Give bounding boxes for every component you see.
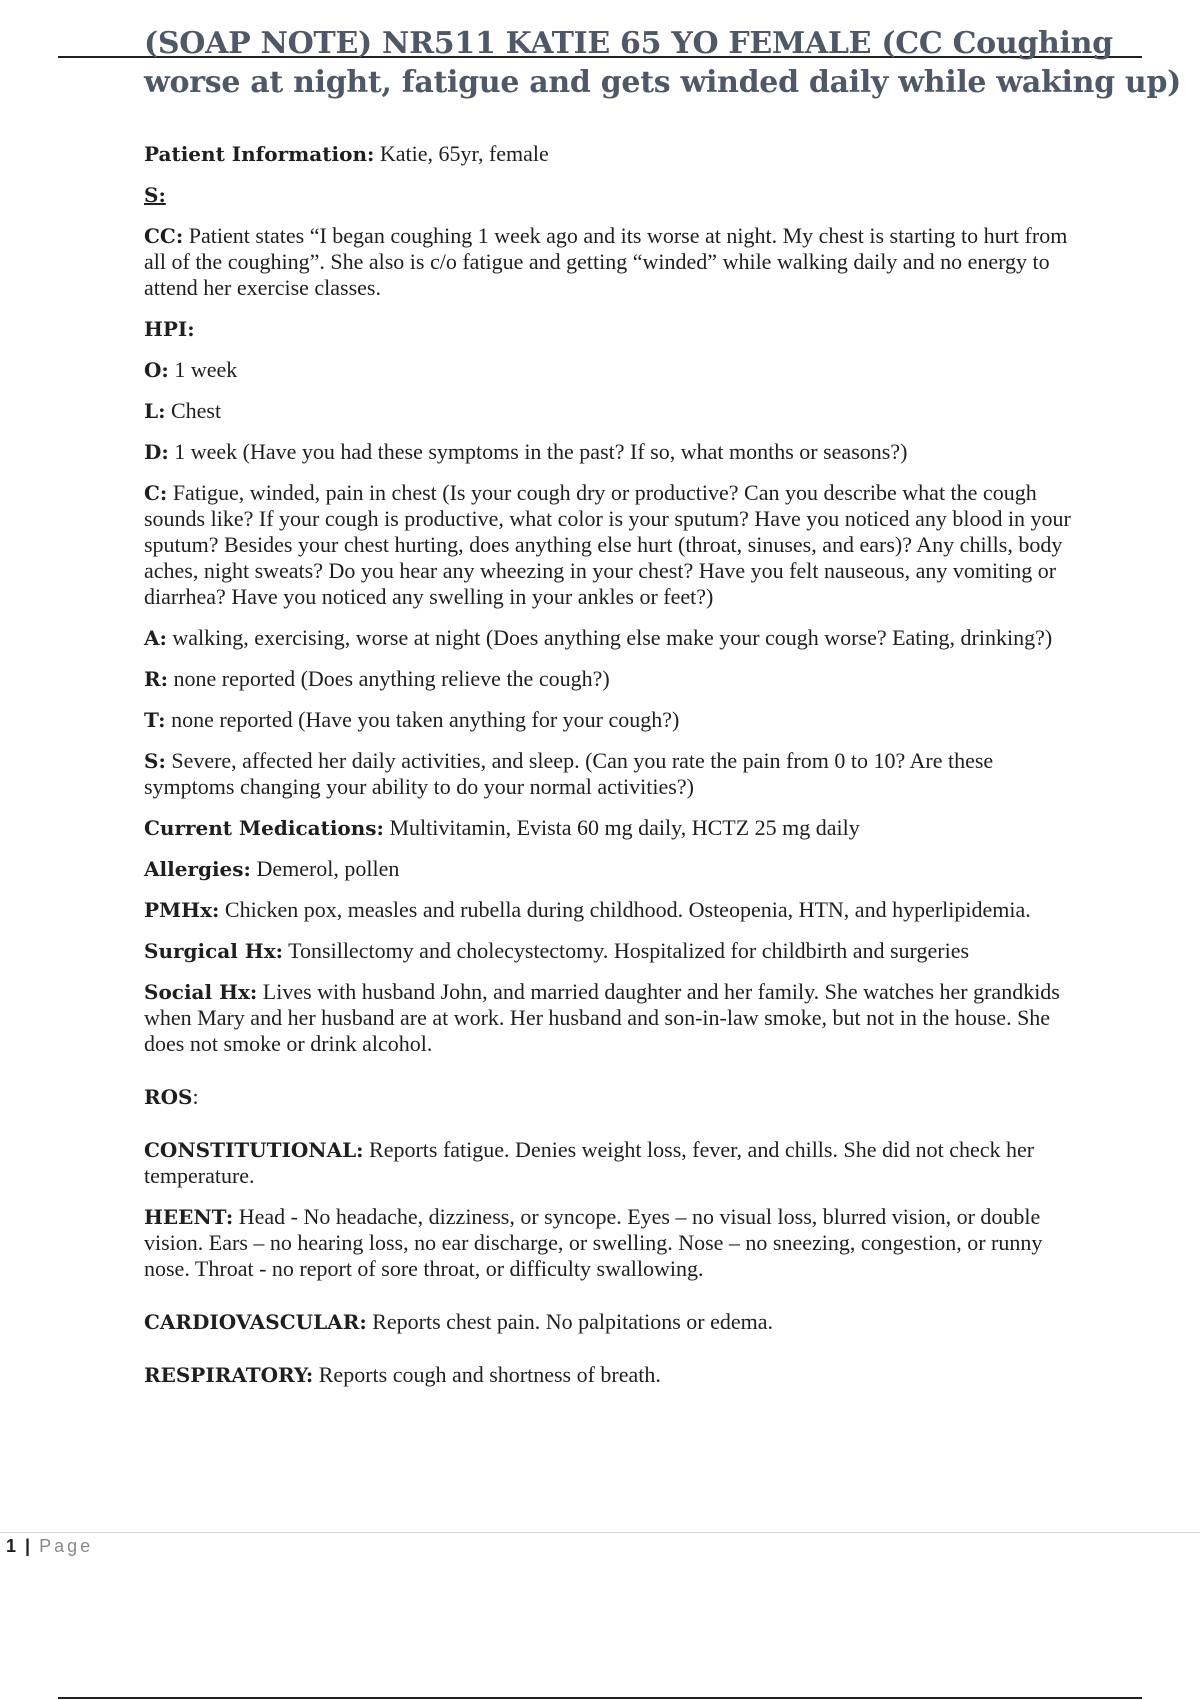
field-label: T: bbox=[144, 708, 166, 732]
field-cardiovascular bbox=[144, 1309, 1089, 1335]
field-text: Chicken pox, measles and rubella during childhood. Osteopenia, HTN, and hyperlipidemia. bbox=[224, 897, 1031, 922]
field-ros bbox=[144, 1084, 1089, 1110]
field-label: PMHx: bbox=[144, 898, 220, 922]
page-footer bbox=[6, 1536, 93, 1557]
field-label: CARDIOVASCULAR: bbox=[144, 1310, 367, 1334]
field-label: Patient Information: bbox=[144, 142, 375, 166]
field-hpi-character bbox=[144, 480, 1089, 610]
footer-rule bbox=[0, 1532, 1200, 1533]
section-heading-subjective: S: bbox=[144, 183, 166, 207]
field-social-hx bbox=[144, 979, 1089, 1057]
field-text: Reports fatigue. Denies weight loss, fever, and chills. She did not check her temperature. bbox=[144, 1137, 1035, 1188]
page-word: Page bbox=[39, 1536, 94, 1556]
field-pmhx bbox=[144, 897, 1089, 923]
field-text: Reports chest pain. No palpitations or edema. bbox=[372, 1309, 773, 1334]
field-s-heading bbox=[144, 182, 1089, 208]
field-constitutional bbox=[144, 1137, 1089, 1189]
field-text: Patient states “I began coughing 1 week ago and its worse at night. My chest is starting to hurt from all of the coughing”. She also is c/o fatigue and getting “winded” while walking daily and no energy to attend her exercise classes. bbox=[144, 223, 1068, 300]
section-heading-hpi: HPI: bbox=[144, 317, 195, 341]
field-label: HEENT: bbox=[144, 1205, 234, 1229]
field-respiratory bbox=[144, 1362, 1089, 1388]
field-patient-information bbox=[144, 141, 1089, 167]
field-text: Tonsillectomy and cholecystectomy. Hospitalized for childbirth and surgeries bbox=[288, 938, 970, 963]
field-hpi-treatment bbox=[144, 707, 1089, 733]
field-text: Head - No headache, dizziness, or syncope. Eyes – no visual loss, blurred vision, or double vision. Ears – no hearing loss, no ear discharge, or swelling. Nose – no sneezing, congestion, or runny nose. Throat - no report of sore throat, or difficulty swallowing. bbox=[144, 1204, 1043, 1281]
field-label: S: bbox=[144, 749, 166, 773]
field-label: C: bbox=[144, 481, 168, 505]
field-label: Social Hx: bbox=[144, 980, 258, 1004]
field-label: Allergies: bbox=[144, 857, 251, 881]
field-label: CONSTITUTIONAL: bbox=[144, 1138, 364, 1162]
field-hpi-duration bbox=[144, 439, 1089, 465]
field-surgical-hx bbox=[144, 938, 1089, 964]
field-label: O: bbox=[144, 358, 169, 382]
field-text: Reports cough and shortness of breath. bbox=[318, 1362, 661, 1387]
page-separator: | bbox=[25, 1536, 31, 1556]
page-number: 1 bbox=[6, 1536, 17, 1556]
bottom-rule bbox=[58, 1697, 1142, 1699]
field-text: Multivitamin, Evista 60 mg daily, HCTZ 25 mg daily bbox=[389, 815, 860, 840]
field-hpi-onset bbox=[144, 357, 1089, 383]
field-text: Lives with husband John, and married daughter and her family. She watches her grandkids when Mary and her husband are at work. Her husband and son-in-law smoke, but not in the house. She does not smoke or drink alcohol. bbox=[144, 979, 1060, 1056]
field-text: Demerol, pollen bbox=[256, 856, 400, 881]
field-current-medications bbox=[144, 815, 1089, 841]
soap-note-body bbox=[144, 141, 1089, 1403]
field-text: none reported (Have you taken anything for your cough?) bbox=[171, 707, 680, 732]
field-allergies bbox=[144, 856, 1089, 882]
document-title: (SOAP NOTE) NR511 KATIE 65 YO FEMALE (CC Coughing worse at night, fatigue and gets winded daily while waking up) bbox=[144, 26, 1182, 100]
field-label: CC: bbox=[144, 224, 184, 248]
field-label: R: bbox=[144, 667, 169, 691]
field-text: walking, exercising, worse at night (Does anything else make your cough worse? Eating, drinking?) bbox=[172, 625, 1053, 650]
field-hpi-relieving bbox=[144, 666, 1089, 692]
field-text: : bbox=[192, 1084, 199, 1109]
field-text: Katie, 65yr, female bbox=[379, 141, 549, 166]
field-text: Severe, affected her daily activities, and sleep. (Can you rate the pain from 0 to 10? Are these symptoms changing your ability to do your normal activities?) bbox=[144, 748, 994, 799]
field-text: 1 week bbox=[174, 357, 238, 382]
section-heading-ros: ROS bbox=[144, 1085, 193, 1109]
field-label: A: bbox=[144, 626, 167, 650]
field-text: 1 week (Have you had these symptoms in the past? If so, what months or seasons?) bbox=[174, 439, 908, 464]
field-label: L: bbox=[144, 399, 166, 423]
field-hpi bbox=[144, 316, 1089, 342]
field-label: Current Medications: bbox=[144, 816, 384, 840]
field-label: Surgical Hx: bbox=[144, 939, 284, 963]
field-heent bbox=[144, 1204, 1089, 1282]
field-text: none reported (Does anything relieve the cough?) bbox=[173, 666, 610, 691]
field-text: Chest bbox=[170, 398, 222, 423]
field-label: D: bbox=[144, 440, 169, 464]
field-hpi-severity bbox=[144, 748, 1089, 800]
field-cc bbox=[144, 223, 1089, 301]
field-hpi-aggravating bbox=[144, 625, 1089, 651]
field-hpi-location bbox=[144, 398, 1089, 424]
field-text: Fatigue, winded, pain in chest (Is your cough dry or productive? Can you describe what the cough sounds like? If your cough is productive, what color is your sputum? Have you noticed any blood in your sputum? Besides your chest hurting, does anything else hurt (throat, sinuses, and ears)? Any chills, body aches, night sweats? Do you hear any wheezing in your chest? Have you felt nauseous, any vomiting or diarrhea? Have you noticed any swelling in your ankles or feet?) bbox=[144, 480, 1071, 609]
field-label: RESPIRATORY: bbox=[144, 1363, 314, 1387]
